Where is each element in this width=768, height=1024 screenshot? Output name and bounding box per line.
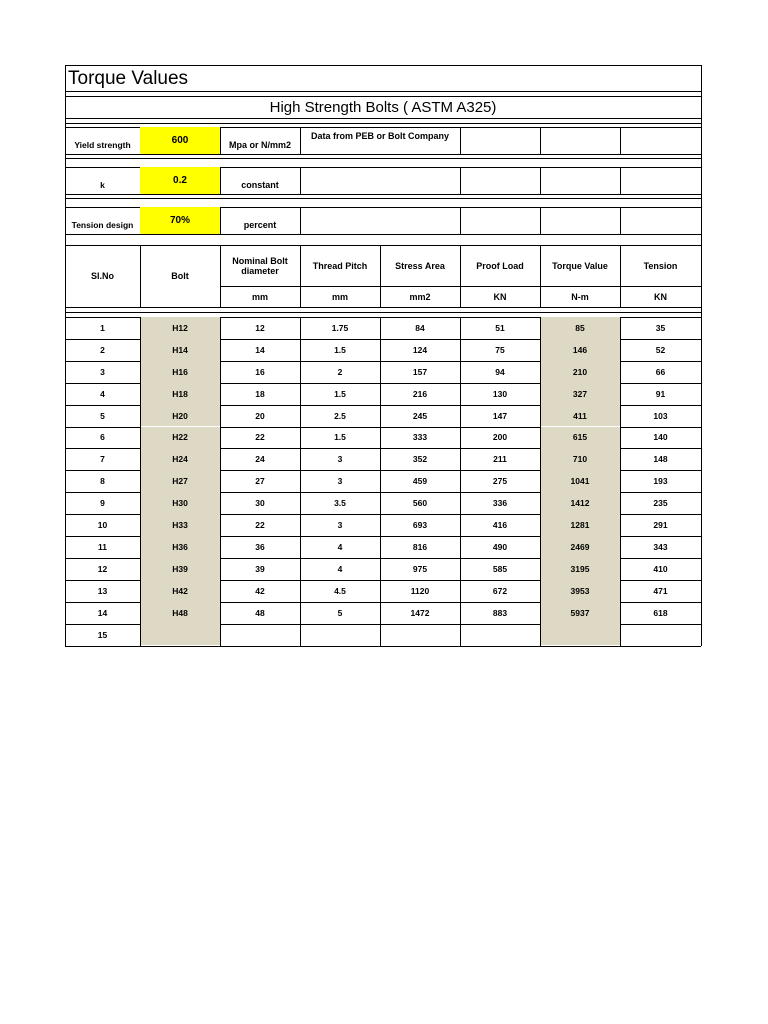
table-cell: 66 xyxy=(655,366,666,377)
table-cell: 11 xyxy=(98,541,107,552)
column-header: Stress Area xyxy=(395,260,445,271)
table-cell: 51 xyxy=(495,322,505,333)
param-rule-gap xyxy=(65,198,701,199)
bolt-cell: H33 xyxy=(140,514,220,536)
param-grid-line xyxy=(620,127,621,154)
torque-cell xyxy=(540,624,620,646)
bolt-cell: H39 xyxy=(140,558,220,580)
table-cell: 91 xyxy=(655,388,666,399)
table-cell: 8 xyxy=(100,476,105,487)
bolt-cell: H12 xyxy=(140,317,220,339)
table-grid-line xyxy=(460,317,461,646)
param-value: 0.2 xyxy=(140,167,220,194)
table-cell: 352 xyxy=(412,454,428,465)
table-cell: 211 xyxy=(493,454,507,465)
param-rule-bottom xyxy=(65,234,701,235)
table-cell: 216 xyxy=(412,388,428,399)
table-cell: 94 xyxy=(495,366,505,377)
table-cell: 30 xyxy=(255,498,265,509)
table-cell: 1.5 xyxy=(334,388,346,399)
column-unit: mm xyxy=(251,291,268,302)
table-cell: 24 xyxy=(255,454,265,465)
param-grid-line xyxy=(540,207,541,234)
table-cell: 16 xyxy=(255,366,265,377)
table-cell: 883 xyxy=(492,607,508,618)
table-cell: 7 xyxy=(100,454,105,465)
header-rule-bottom xyxy=(65,307,701,308)
bolt-cell: H36 xyxy=(140,536,220,558)
table-cell: 4 xyxy=(337,563,343,574)
param-grid-line xyxy=(300,167,301,194)
table-cell: 343 xyxy=(653,541,668,552)
bolt-cell: H22 xyxy=(140,427,220,449)
column-unit: mm xyxy=(331,291,348,302)
bolt-cell: H27 xyxy=(140,470,220,492)
rule-params-top xyxy=(65,123,701,124)
table-cell: 4 xyxy=(100,388,105,399)
table-cell: 3 xyxy=(100,366,105,377)
table-cell: 2 xyxy=(100,344,105,355)
table-cell: 1472 xyxy=(410,607,430,618)
bolt-cell: H30 xyxy=(140,492,220,514)
table-cell: 36 xyxy=(255,541,265,552)
table-cell: 416 xyxy=(492,520,508,531)
table-cell: 22 xyxy=(255,520,265,531)
table-cell: 3.5 xyxy=(334,498,346,509)
table-cell: 459 xyxy=(412,476,428,487)
column-header: Thread Pitch xyxy=(312,260,368,271)
param-grid-line xyxy=(540,167,541,194)
table-cell: 6 xyxy=(100,432,105,443)
bolt-cell xyxy=(140,624,220,646)
bolt-cell: H42 xyxy=(140,580,220,602)
torque-cell: 1281 xyxy=(540,514,620,536)
table-cell: 1.5 xyxy=(334,432,346,443)
param-value: 600 xyxy=(140,127,220,154)
bolt-cell: H18 xyxy=(140,383,220,405)
table-cell: 20 xyxy=(255,410,265,421)
border-right xyxy=(701,65,702,646)
torque-cell: 85 xyxy=(540,317,620,339)
table-cell xyxy=(460,624,540,646)
param-label: k xyxy=(100,179,105,190)
sheet-subtitle: High Strength Bolts ( ASTM A325) xyxy=(269,99,497,116)
column-header: Tension xyxy=(643,260,678,271)
table-cell: 235 xyxy=(653,498,668,509)
table-cell xyxy=(220,624,300,646)
column-header: Nominal Bolt diameter xyxy=(232,255,288,276)
param-grid-line xyxy=(460,207,461,234)
column-header: Sl.No xyxy=(90,271,114,281)
table-cell: 1 xyxy=(100,322,105,333)
table-cell: 336 xyxy=(492,498,508,509)
header-grid-line xyxy=(140,245,141,307)
table-cell xyxy=(300,624,380,646)
table-cell: 693 xyxy=(412,520,428,531)
table-cell: 2 xyxy=(337,366,343,377)
table-cell: 4.5 xyxy=(334,585,346,596)
table-cell: 39 xyxy=(255,563,265,574)
bolt-cell: H16 xyxy=(140,361,220,383)
table-cell: 140 xyxy=(653,432,668,443)
torque-cell: 2469 xyxy=(540,536,620,558)
table-grid-line xyxy=(220,317,221,646)
data-source-note: Data from PEB or Bolt Company xyxy=(310,131,449,141)
column-unit: mm2 xyxy=(409,291,431,302)
table-cell: 12 xyxy=(255,322,265,333)
table-cell: 27 xyxy=(255,476,265,487)
table-cell: 148 xyxy=(653,454,668,465)
param-rule-bottom xyxy=(65,154,701,155)
table-cell: 18 xyxy=(255,388,265,399)
table-cell: 42 xyxy=(255,585,265,596)
table-cell: 12 xyxy=(97,563,108,574)
table-cell: 245 xyxy=(412,410,428,421)
rule-subtitle-top xyxy=(65,96,701,97)
table-cell: 275 xyxy=(492,476,508,487)
table-cell: 5 xyxy=(100,410,105,421)
table-cell: 157 xyxy=(412,366,428,377)
table-cell: 13 xyxy=(97,585,108,596)
param-grid-line xyxy=(540,127,541,154)
table-cell: 22 xyxy=(255,432,265,443)
table-grid-line xyxy=(300,317,301,646)
table-cell: 471 xyxy=(653,585,668,596)
column-header: Proof Load xyxy=(476,260,524,271)
table-cell: 193 xyxy=(653,476,668,487)
param-rule-bottom xyxy=(65,194,701,195)
table-cell: 2.5 xyxy=(334,410,346,421)
table-cell: 103 xyxy=(653,410,668,421)
table-cell: 35 xyxy=(655,322,666,333)
bolt-cell: H24 xyxy=(140,448,220,470)
param-label: Tension design xyxy=(71,219,134,230)
table-cell: 200 xyxy=(492,432,508,443)
table-cell: 9 xyxy=(100,498,105,509)
param-grid-line xyxy=(620,167,621,194)
table-cell: 124 xyxy=(412,344,428,355)
header-rule-gap xyxy=(65,312,701,313)
table-cell: 816 xyxy=(412,541,428,552)
table-cell: 14 xyxy=(97,607,108,618)
param-unit: percent xyxy=(243,219,277,230)
param-grid-line xyxy=(460,127,461,154)
border-bottom xyxy=(65,646,701,647)
param-value: 70% xyxy=(140,207,220,234)
table-cell: 130 xyxy=(492,388,508,399)
torque-cell: 615 xyxy=(540,427,620,449)
table-cell: 3 xyxy=(337,476,343,487)
param-grid-line xyxy=(620,207,621,234)
torque-cell: 3953 xyxy=(540,580,620,602)
table-cell: 585 xyxy=(492,563,508,574)
torque-cell: 5937 xyxy=(540,602,620,624)
torque-cell: 411 xyxy=(540,405,620,427)
bolt-cell: H14 xyxy=(140,339,220,361)
table-cell: 410 xyxy=(653,563,668,574)
table-cell: 5 xyxy=(337,607,343,618)
torque-cell: 327 xyxy=(540,383,620,405)
table-cell: 84 xyxy=(415,322,425,333)
column-header: Bolt xyxy=(171,271,189,281)
table-cell: 3 xyxy=(337,454,343,465)
param-unit: constant xyxy=(241,179,279,190)
column-header: Torque Value xyxy=(552,260,608,271)
column-unit: N-m xyxy=(571,291,589,302)
table-cell: 490 xyxy=(492,541,508,552)
table-cell: 291 xyxy=(653,520,668,531)
table-grid-line xyxy=(540,317,541,646)
table-cell: 975 xyxy=(412,563,428,574)
bolt-cell: H48 xyxy=(140,602,220,624)
table-cell: 4 xyxy=(337,541,343,552)
torque-cell: 3195 xyxy=(540,558,620,580)
table-cell: 1120 xyxy=(410,585,430,596)
torque-cell: 210 xyxy=(540,361,620,383)
border-top xyxy=(65,65,701,66)
table-cell: 15 xyxy=(97,629,108,640)
param-unit: Mpa or N/mm2 xyxy=(228,139,291,150)
bolt-cell: H20 xyxy=(140,405,220,427)
table-cell: 147 xyxy=(492,410,508,421)
table-cell: 1.5 xyxy=(334,344,346,355)
rule-title xyxy=(65,91,701,92)
sheet-title: Torque Values xyxy=(68,68,189,89)
param-grid-line xyxy=(300,207,301,234)
table-grid-line xyxy=(140,317,141,646)
column-unit: KN xyxy=(654,291,667,302)
table-grid-line xyxy=(620,317,621,646)
param-rule-gap xyxy=(65,158,701,159)
table-cell: 75 xyxy=(495,344,505,355)
table-cell: 1.75 xyxy=(331,322,349,333)
table-cell xyxy=(380,624,460,646)
table-cell: 333 xyxy=(412,432,428,443)
torque-cell: 1041 xyxy=(540,470,620,492)
torque-cell: 710 xyxy=(540,448,620,470)
table-cell: 672 xyxy=(492,585,508,596)
param-label: Yield strength xyxy=(74,139,131,150)
column-unit: KN xyxy=(493,291,507,302)
table-cell: 14 xyxy=(255,344,265,355)
table-cell: 10 xyxy=(97,520,108,531)
table-cell: 48 xyxy=(255,607,265,618)
table-cell: 560 xyxy=(412,498,428,509)
torque-cell: 1412 xyxy=(540,492,620,514)
table-grid-line xyxy=(380,317,381,646)
table-cell: 52 xyxy=(655,344,666,355)
param-grid-line xyxy=(460,167,461,194)
table-cell: 618 xyxy=(653,607,668,618)
table-cell: 3 xyxy=(337,520,343,531)
rule-subtitle-bottom xyxy=(65,118,701,119)
table-cell xyxy=(620,624,701,646)
torque-cell: 146 xyxy=(540,339,620,361)
